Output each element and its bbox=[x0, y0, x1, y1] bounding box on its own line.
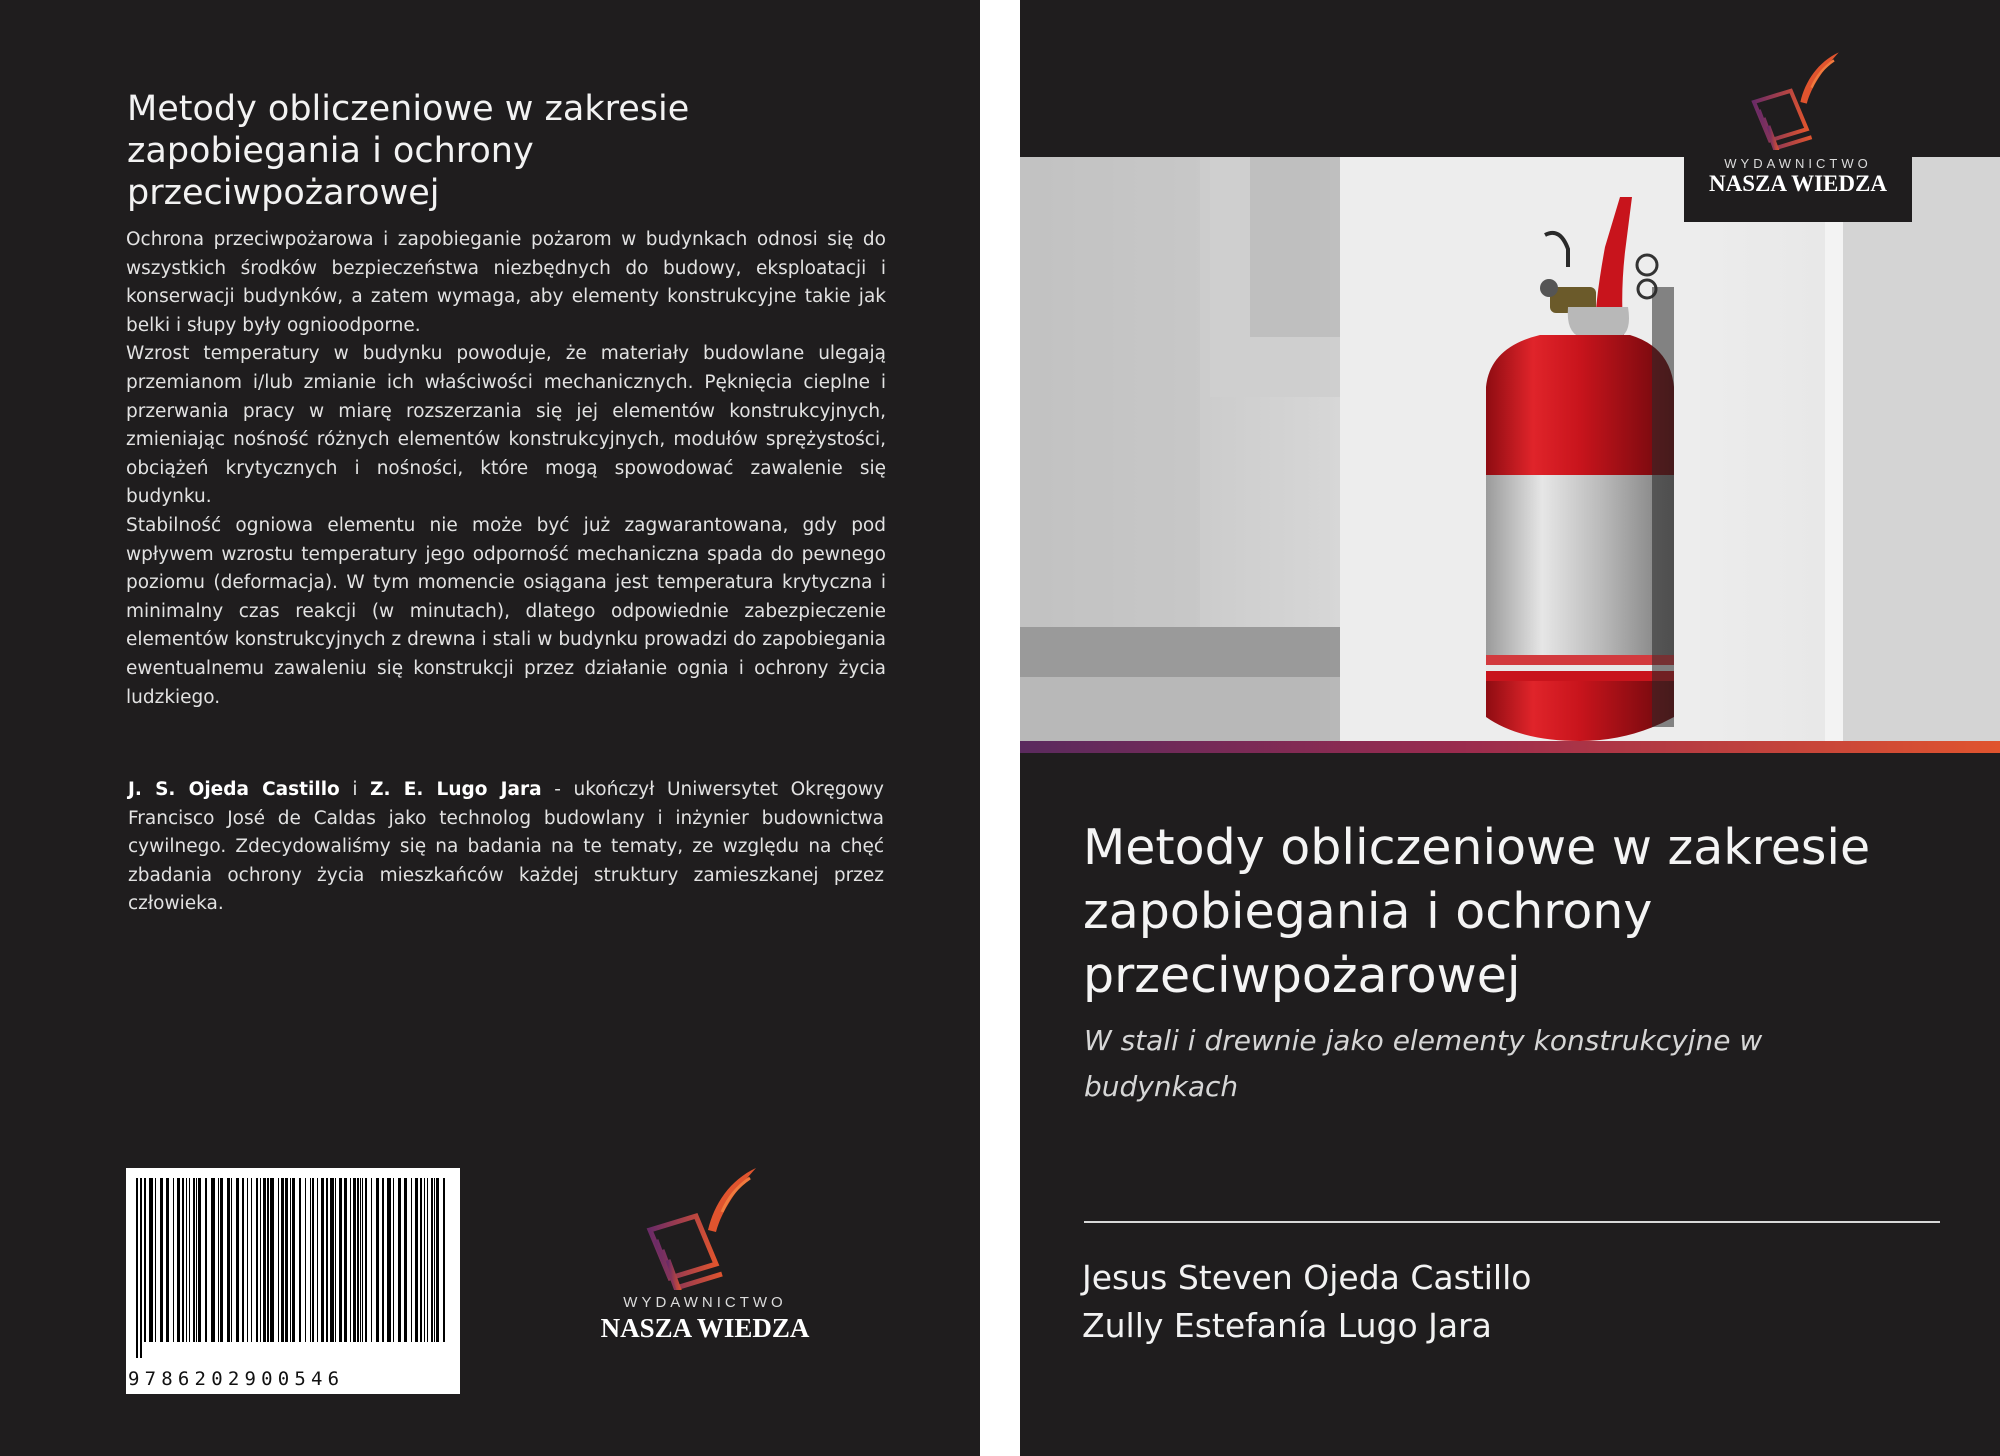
barcode-bar bbox=[365, 1178, 367, 1342]
barcode-bar bbox=[149, 1178, 153, 1342]
publisher-logo-back bbox=[575, 1160, 835, 1344]
barcode-bar bbox=[436, 1178, 439, 1342]
bio-author-1: J. S. Ojeda Castillo bbox=[128, 779, 340, 800]
barcode-bar bbox=[360, 1178, 361, 1342]
bio-connector: i bbox=[339, 779, 371, 800]
blurb-paragraph: Wzrost temperatury w budynku powoduje, że materiały budowlane ulegają przemianom i/lub zmianie ich właściwości mechanicznych. Pęknięcia cieplne i przerwania pracy w miarę rozszerzania się jej elementów konstrukcyjnych, zmieniając nośność różnych elementów konstrukcyjnych, modułów sprężystości, obciążeń krytycznych i nośności, które mogą spowodować zawalenie się budynku. bbox=[126, 343, 886, 508]
author-bio bbox=[128, 776, 884, 919]
barcode-bar bbox=[382, 1178, 384, 1342]
barcode-bar bbox=[434, 1178, 435, 1342]
barcode-bar bbox=[350, 1178, 351, 1342]
barcode-bar bbox=[357, 1178, 359, 1342]
barcode-bar bbox=[371, 1178, 372, 1342]
barcode-bar bbox=[321, 1178, 324, 1342]
barcode-bar bbox=[267, 1178, 269, 1342]
barcode-bar bbox=[424, 1178, 425, 1342]
publisher-logo-front bbox=[1684, 46, 1912, 222]
barcode-bar bbox=[353, 1178, 356, 1342]
barcode-bar bbox=[186, 1178, 187, 1342]
barcode-bar bbox=[281, 1178, 284, 1342]
barcode-bar bbox=[312, 1178, 314, 1342]
blurb-paragraph: Ochrona przeciwpożarowa i zapobieganie pożarom w budynkach odnosi się do wszystkich środków bezpieczeństwa niezbędnych do budowy, eksploatacji i konserwacji budynków, a zatem wymaga, aby elementy konstrukcyjne takie jak belki i słupy były ognioodporne. bbox=[126, 229, 886, 336]
publisher-label: WYDAWNICTWO bbox=[623, 1294, 787, 1311]
barcode-bar bbox=[387, 1178, 391, 1342]
barcode-bar bbox=[251, 1178, 252, 1342]
barcode-bar bbox=[196, 1178, 197, 1342]
publisher-name: NASZA WIEDZA bbox=[600, 1313, 810, 1343]
barcode-bar bbox=[155, 1178, 156, 1342]
barcode-bar bbox=[220, 1178, 223, 1342]
barcode-bar bbox=[205, 1178, 207, 1342]
publisher-label: WYDAWNICTWO bbox=[1724, 156, 1872, 171]
author-name: Jesus Steven Ojeda Castillo bbox=[1082, 1258, 1532, 1297]
barcode-bar bbox=[144, 1178, 146, 1342]
barcode-bar bbox=[173, 1178, 174, 1342]
isbn-number: 9786202900546 bbox=[128, 1368, 345, 1390]
book-quill-icon bbox=[1738, 46, 1858, 150]
publisher-name: NASZA WIEDZA bbox=[1709, 171, 1887, 196]
bio-text: - ukończył Uniwersytet Okręgowy Francisco José de Caldas jako technolog budowlany i inżynier budownictwa cywilnego. Zdecydowaliśmy się na badania na te tematy, ze względu na chęć zbadania ochrony życia mieszkańców każdej struktury zamieszkanej przez człowieka. bbox=[128, 779, 884, 915]
barcode-bar bbox=[335, 1178, 336, 1342]
bio-author-2: Z. E. Lugo Jara bbox=[370, 779, 542, 800]
barcode-bar bbox=[198, 1178, 201, 1342]
author-list bbox=[1082, 1254, 1531, 1350]
barcode-bar bbox=[189, 1178, 190, 1342]
barcode-bar bbox=[415, 1178, 418, 1342]
barcode-bar bbox=[411, 1178, 412, 1342]
front-cover-subtitle: W stali i drewnie jako elementy konstrukcyjne w budynkach bbox=[1084, 1024, 1763, 1103]
blurb-paragraph: Stabilność ogniowa elementu nie może być już zagwarantowana, gdy pod wpływem wzrostu temperatury jego odporność mechaniczna spada do pewnego poziomu (deformacja). W tym momencie osiągana jest temperatura krytyczna i minimalny czas reakcji (w minutach), dlatego odpowiednie zabezpieczenie elementów konstrukcyjnych z drewna i stali w budynku prowadzi do zapobiegania ewentualnemu zawaleniu się konstrukcji przez działanie ognia i ochrony życia ludzkiego. bbox=[126, 514, 886, 708]
barcode-bar bbox=[431, 1178, 433, 1342]
fire-extinguisher-photo bbox=[1020, 157, 2000, 741]
barcode-bar bbox=[376, 1178, 379, 1342]
barcode-bar bbox=[278, 1178, 279, 1342]
barcode-bar bbox=[231, 1178, 232, 1342]
barcode-bar bbox=[339, 1178, 342, 1342]
back-cover-title: Metody obliczeniowe w zakresie zapobiegania i ochrony przeciwpożarowej bbox=[127, 89, 690, 213]
barcode-bar bbox=[247, 1178, 248, 1342]
divider bbox=[1084, 1221, 1940, 1223]
barcode-bar bbox=[166, 1178, 169, 1342]
barcode-bars bbox=[132, 1178, 454, 1358]
barcode-bar bbox=[136, 1178, 138, 1358]
barcode-bar bbox=[211, 1178, 215, 1342]
barcode-bar bbox=[270, 1178, 274, 1342]
barcode-bar bbox=[292, 1178, 295, 1342]
barcode-bar bbox=[305, 1178, 306, 1342]
barcode-bar bbox=[344, 1178, 347, 1342]
barcode-bar bbox=[310, 1178, 311, 1342]
barcode-bar bbox=[299, 1178, 301, 1342]
accent-stripe bbox=[1020, 741, 2000, 753]
barcode-bar bbox=[193, 1178, 195, 1342]
barcode-bar bbox=[236, 1178, 239, 1342]
barcode-bar bbox=[242, 1178, 244, 1342]
barcode-bar bbox=[218, 1178, 219, 1342]
front-cover-title: Metody obliczeniowe w zakresie zapobiegania i ochrony przeciwpożarowej bbox=[1083, 819, 1871, 1004]
barcode-bar bbox=[443, 1178, 445, 1342]
barcode-bar bbox=[177, 1178, 180, 1342]
photo-illustration bbox=[1020, 157, 2000, 741]
barcode-bar bbox=[256, 1178, 258, 1342]
barcode-bar bbox=[285, 1178, 288, 1342]
isbn-barcode bbox=[126, 1168, 460, 1394]
barcode-bar bbox=[398, 1178, 401, 1342]
barcode-bar bbox=[317, 1178, 318, 1342]
barcode-bar bbox=[160, 1178, 163, 1342]
barcode-bar bbox=[362, 1178, 363, 1342]
barcode-bar bbox=[420, 1178, 422, 1342]
barcode-bar bbox=[330, 1178, 334, 1342]
back-cover bbox=[0, 0, 980, 1456]
front-cover bbox=[1020, 0, 2000, 1456]
barcode-bar bbox=[227, 1178, 230, 1342]
barcode-bar bbox=[326, 1178, 328, 1342]
book-quill-icon bbox=[630, 1160, 780, 1290]
barcode-bar bbox=[140, 1178, 142, 1358]
barcode-bar bbox=[290, 1178, 291, 1342]
barcode-bar bbox=[404, 1178, 407, 1342]
author-name: Zully Estefanía Lugo Jara bbox=[1082, 1306, 1492, 1345]
back-cover-blurb bbox=[126, 226, 886, 712]
barcode-bar bbox=[182, 1178, 184, 1342]
barcode-bar bbox=[427, 1178, 428, 1342]
barcode-bar bbox=[393, 1178, 394, 1342]
barcode-bar bbox=[260, 1178, 261, 1342]
barcode-bar bbox=[263, 1178, 266, 1342]
